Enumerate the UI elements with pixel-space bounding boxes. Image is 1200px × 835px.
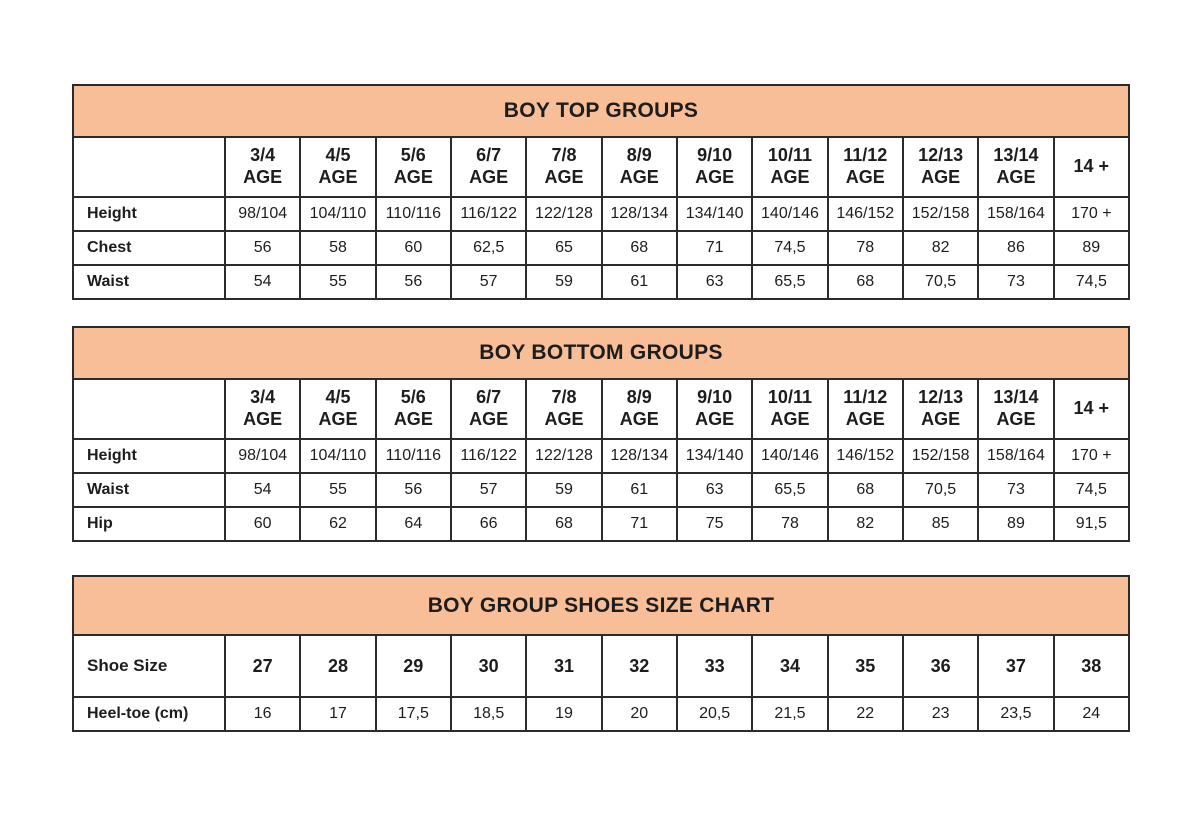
- age-range-text: 7/8: [551, 387, 577, 408]
- size-value-cell: 68: [526, 507, 601, 541]
- age-word-text: AGE: [845, 167, 885, 187]
- size-value-cell: 61: [602, 265, 677, 299]
- age-header-cell: [602, 137, 677, 197]
- age-word-text: AGE: [921, 167, 961, 187]
- age-header-cell: [1054, 379, 1129, 439]
- size-value-cell: 110/116: [376, 197, 451, 231]
- size-value-cell: 78: [752, 507, 827, 541]
- size-value-cell: 68: [828, 265, 903, 299]
- age-header-cell: [451, 137, 526, 197]
- age-range-text: 4/5: [325, 387, 351, 408]
- size-value-cell: 58: [300, 231, 375, 265]
- age-range-text: 14 +: [1073, 156, 1110, 177]
- age-word-text: AGE: [996, 409, 1036, 429]
- size-value-cell: 29: [376, 635, 451, 697]
- age-range-text: 13/14: [993, 387, 1039, 408]
- age-range-text: 11/12: [843, 387, 888, 408]
- age-header-cell: [903, 137, 978, 197]
- size-value-cell: 64: [376, 507, 451, 541]
- size-value-cell: 57: [451, 473, 526, 507]
- size-value-cell: 20,5: [677, 697, 752, 731]
- size-value-cell: 89: [1054, 231, 1129, 265]
- age-range-text: 6/7: [476, 387, 502, 408]
- size-value-cell: 24: [1054, 697, 1129, 731]
- size-value-cell: 16: [225, 697, 300, 731]
- age-word-text: AGE: [770, 167, 810, 187]
- size-value-cell: 122/128: [526, 439, 601, 473]
- table-title: BOY TOP GROUPS: [73, 85, 1129, 137]
- size-value-cell: 134/140: [677, 439, 752, 473]
- size-value-cell: 59: [526, 265, 601, 299]
- age-header-cell: [225, 137, 300, 197]
- row-label: Hip: [73, 507, 225, 541]
- size-value-cell: 146/152: [828, 439, 903, 473]
- size-value-cell: 68: [602, 231, 677, 265]
- size-value-cell: 78: [828, 231, 903, 265]
- size-value-cell: 23,5: [978, 697, 1053, 731]
- size-value-cell: 74,5: [1054, 265, 1129, 299]
- size-value-cell: 63: [677, 265, 752, 299]
- row-label: Heel-toe (cm): [73, 697, 225, 731]
- size-value-cell: 17: [300, 697, 375, 731]
- age-word-text: AGE: [845, 409, 885, 429]
- size-value-cell: 35: [828, 635, 903, 697]
- title-row: [73, 327, 1129, 379]
- title-row: [73, 576, 1129, 635]
- table-row: [73, 473, 1129, 507]
- size-value-cell: 128/134: [602, 197, 677, 231]
- age-word-text: AGE: [243, 167, 283, 187]
- size-value-cell: 70,5: [903, 265, 978, 299]
- table-row: [73, 697, 1129, 731]
- age-word-text: AGE: [695, 167, 735, 187]
- size-value-cell: 146/152: [828, 197, 903, 231]
- age-word-text: AGE: [469, 167, 509, 187]
- size-value-cell: 21,5: [752, 697, 827, 731]
- age-header-cell: [677, 137, 752, 197]
- size-value-cell: 134/140: [677, 197, 752, 231]
- row-label: Height: [73, 439, 225, 473]
- size-value-cell: 55: [300, 265, 375, 299]
- age-word-text: AGE: [544, 409, 584, 429]
- size-value-cell: 122/128: [526, 197, 601, 231]
- size-value-cell: 33: [677, 635, 752, 697]
- size-value-cell: 56: [376, 473, 451, 507]
- age-header-cell: [978, 379, 1053, 439]
- age-word-text: AGE: [393, 409, 433, 429]
- age-word-text: AGE: [544, 167, 584, 187]
- size-value-cell: 82: [903, 231, 978, 265]
- size-value-cell: 98/104: [225, 197, 300, 231]
- boy-shoes-size-table: [72, 575, 1130, 732]
- age-range-text: 9/10: [697, 387, 733, 408]
- size-value-cell: 152/158: [903, 439, 978, 473]
- size-value-cell: 30: [451, 635, 526, 697]
- row-label: Chest: [73, 231, 225, 265]
- age-word-text: AGE: [318, 167, 358, 187]
- size-value-cell: 158/164: [978, 439, 1053, 473]
- size-value-cell: 62: [300, 507, 375, 541]
- size-value-cell: 116/122: [451, 439, 526, 473]
- size-value-cell: 65: [526, 231, 601, 265]
- size-value-cell: 104/110: [300, 439, 375, 473]
- size-value-cell: 20: [602, 697, 677, 731]
- age-range-text: 10/11: [767, 387, 812, 408]
- age-range-text: 8/9: [626, 145, 652, 166]
- size-value-cell: 61: [602, 473, 677, 507]
- age-header-cell: [225, 379, 300, 439]
- table-title: BOY BOTTOM GROUPS: [73, 327, 1129, 379]
- size-value-cell: 116/122: [451, 197, 526, 231]
- age-word-text: AGE: [695, 409, 735, 429]
- table-row: [73, 635, 1129, 697]
- size-value-cell: 110/116: [376, 439, 451, 473]
- age-header-cell: [1054, 137, 1129, 197]
- size-value-cell: 38: [1054, 635, 1129, 697]
- size-value-cell: 57: [451, 265, 526, 299]
- size-value-cell: 60: [225, 507, 300, 541]
- age-word-text: AGE: [469, 409, 509, 429]
- size-value-cell: 37: [978, 635, 1053, 697]
- age-header-cell: [752, 137, 827, 197]
- size-value-cell: 91,5: [1054, 507, 1129, 541]
- age-word-text: AGE: [619, 167, 659, 187]
- table-row: [73, 265, 1129, 299]
- size-value-cell: 128/134: [602, 439, 677, 473]
- age-header-cell: [752, 379, 827, 439]
- row-label: Waist: [73, 265, 225, 299]
- size-value-cell: 85: [903, 507, 978, 541]
- size-value-cell: 23: [903, 697, 978, 731]
- table-title: BOY GROUP SHOES SIZE CHART: [73, 576, 1129, 635]
- size-value-cell: 170 +: [1054, 197, 1129, 231]
- size-value-cell: 27: [225, 635, 300, 697]
- size-value-cell: 82: [828, 507, 903, 541]
- size-value-cell: 170 +: [1054, 439, 1129, 473]
- size-value-cell: 54: [225, 265, 300, 299]
- age-header-cell: [828, 137, 903, 197]
- size-value-cell: 71: [677, 231, 752, 265]
- size-value-cell: 34: [752, 635, 827, 697]
- size-value-cell: 86: [978, 231, 1053, 265]
- size-value-cell: 54: [225, 473, 300, 507]
- age-word-text: AGE: [996, 167, 1036, 187]
- boy-bottom-groups-table: [72, 326, 1130, 542]
- corner-cell: [73, 137, 225, 197]
- size-value-cell: 63: [677, 473, 752, 507]
- size-value-cell: 28: [300, 635, 375, 697]
- table-row: [73, 507, 1129, 541]
- age-header-cell: [526, 379, 601, 439]
- age-range-text: 10/11: [767, 145, 812, 166]
- size-value-cell: 89: [978, 507, 1053, 541]
- size-value-cell: 74,5: [1054, 473, 1129, 507]
- age-range-text: 3/4: [250, 145, 276, 166]
- size-value-cell: 75: [677, 507, 752, 541]
- age-header-row: [73, 379, 1129, 439]
- age-header-cell: [300, 137, 375, 197]
- age-word-text: AGE: [770, 409, 810, 429]
- size-value-cell: 104/110: [300, 197, 375, 231]
- size-value-cell: 152/158: [903, 197, 978, 231]
- size-value-cell: 140/146: [752, 439, 827, 473]
- size-value-cell: 65,5: [752, 265, 827, 299]
- age-header-cell: [451, 379, 526, 439]
- size-value-cell: 68: [828, 473, 903, 507]
- age-header-row: [73, 137, 1129, 197]
- age-range-text: 13/14: [993, 145, 1039, 166]
- size-value-cell: 19: [526, 697, 601, 731]
- size-value-cell: 31: [526, 635, 601, 697]
- age-range-text: 5/6: [400, 145, 426, 166]
- size-value-cell: 65,5: [752, 473, 827, 507]
- age-header-cell: [602, 379, 677, 439]
- size-value-cell: 56: [376, 265, 451, 299]
- size-value-cell: 70,5: [903, 473, 978, 507]
- size-value-cell: 18,5: [451, 697, 526, 731]
- size-value-cell: 60: [376, 231, 451, 265]
- age-header-cell: [376, 379, 451, 439]
- row-label: Height: [73, 197, 225, 231]
- age-range-text: 9/10: [697, 145, 733, 166]
- size-value-cell: 36: [903, 635, 978, 697]
- boy-top-groups-table: [72, 84, 1130, 300]
- corner-cell: [73, 379, 225, 439]
- size-value-cell: 62,5: [451, 231, 526, 265]
- age-word-text: AGE: [393, 167, 433, 187]
- age-range-text: 8/9: [626, 387, 652, 408]
- age-range-text: 6/7: [476, 145, 502, 166]
- size-value-cell: 59: [526, 473, 601, 507]
- size-value-cell: 22: [828, 697, 903, 731]
- age-range-text: 12/13: [918, 145, 964, 166]
- age-word-text: AGE: [619, 409, 659, 429]
- age-header-cell: [828, 379, 903, 439]
- age-header-cell: [526, 137, 601, 197]
- age-word-text: AGE: [243, 409, 283, 429]
- age-header-cell: [903, 379, 978, 439]
- age-range-text: 14 +: [1073, 398, 1110, 419]
- row-label: Waist: [73, 473, 225, 507]
- age-header-cell: [978, 137, 1053, 197]
- size-value-cell: 71: [602, 507, 677, 541]
- age-header-cell: [376, 137, 451, 197]
- age-header-cell: [677, 379, 752, 439]
- size-value-cell: 32: [602, 635, 677, 697]
- title-row: [73, 85, 1129, 137]
- age-header-cell: [300, 379, 375, 439]
- age-range-text: 11/12: [843, 145, 888, 166]
- table-row: [73, 439, 1129, 473]
- size-value-cell: 73: [978, 265, 1053, 299]
- size-value-cell: 17,5: [376, 697, 451, 731]
- size-value-cell: 98/104: [225, 439, 300, 473]
- size-value-cell: 158/164: [978, 197, 1053, 231]
- age-word-text: AGE: [921, 409, 961, 429]
- row-label: Shoe Size: [73, 635, 225, 697]
- size-value-cell: 55: [300, 473, 375, 507]
- size-value-cell: 66: [451, 507, 526, 541]
- size-value-cell: 56: [225, 231, 300, 265]
- age-range-text: 5/6: [400, 387, 426, 408]
- age-range-text: 12/13: [918, 387, 964, 408]
- age-word-text: AGE: [318, 409, 358, 429]
- age-range-text: 4/5: [325, 145, 351, 166]
- size-value-cell: 73: [978, 473, 1053, 507]
- table-row: [73, 197, 1129, 231]
- age-range-text: 7/8: [551, 145, 577, 166]
- size-value-cell: 140/146: [752, 197, 827, 231]
- size-value-cell: 74,5: [752, 231, 827, 265]
- table-row: [73, 231, 1129, 265]
- age-range-text: 3/4: [250, 387, 276, 408]
